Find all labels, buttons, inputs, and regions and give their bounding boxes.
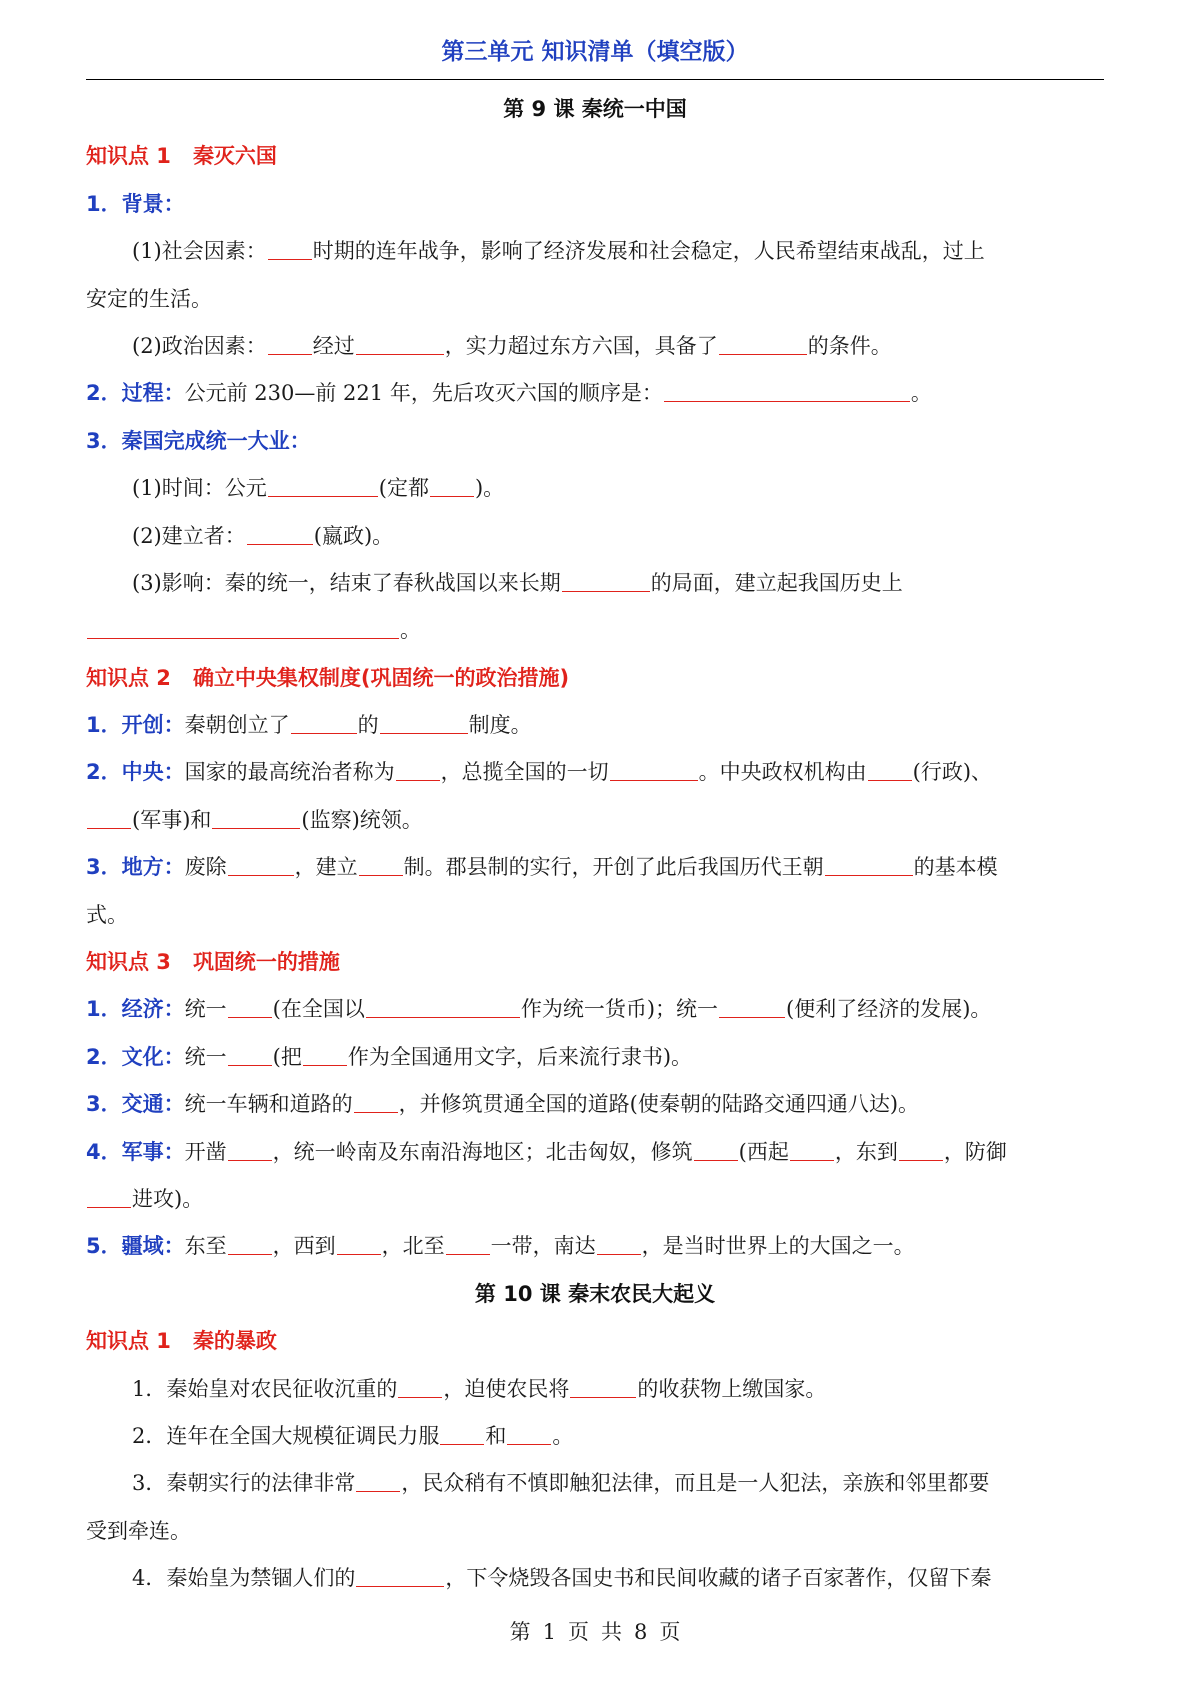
text-line bbox=[86, 323, 1104, 370]
text: 东至 bbox=[184, 1234, 227, 1259]
text: (西起 bbox=[738, 1139, 789, 1164]
text: 公元前 230—前 221 年，先后攻灭六国的顺序是： bbox=[184, 381, 663, 406]
text: (把 bbox=[272, 1044, 302, 1069]
text: ，东到 bbox=[834, 1139, 898, 1164]
fill-blank[interactable] bbox=[268, 334, 312, 355]
fill-blank[interactable] bbox=[440, 1424, 484, 1445]
fill-blank[interactable] bbox=[247, 524, 313, 545]
footer-text: 共 bbox=[601, 1620, 622, 1644]
text: (便利了经济的发展)。 bbox=[786, 997, 992, 1022]
item-label: 2．过程： bbox=[86, 381, 185, 406]
text-line bbox=[86, 1555, 1104, 1602]
text: 秦朝创立了 bbox=[184, 713, 290, 738]
text: 统一车辆和道路的 bbox=[184, 1092, 353, 1117]
text-line bbox=[86, 797, 1104, 844]
text: ，西到 bbox=[272, 1234, 336, 1259]
text-line bbox=[86, 607, 1104, 654]
text: 。 bbox=[552, 1423, 574, 1448]
text-line bbox=[86, 1413, 1104, 1460]
text: 统一 bbox=[184, 1044, 227, 1069]
kp-number: 知识点 1 bbox=[86, 144, 171, 169]
item-label: 4．军事： bbox=[86, 1139, 185, 1164]
text-line bbox=[86, 1366, 1104, 1413]
fill-blank[interactable] bbox=[291, 713, 357, 734]
document-body bbox=[86, 86, 1104, 1603]
text: ，总揽全国的一切 bbox=[440, 760, 609, 785]
fill-blank[interactable] bbox=[268, 476, 378, 497]
text: (3)影响：秦的统一，结束了春秋战国以来长期 bbox=[132, 570, 561, 595]
text: 制度。 bbox=[468, 713, 532, 738]
item-label: 1．经济： bbox=[86, 997, 185, 1022]
item-label: 1．开创： bbox=[86, 713, 185, 738]
knowledge-point-heading bbox=[86, 655, 1104, 702]
fill-blank[interactable] bbox=[359, 855, 403, 876]
fill-blank[interactable] bbox=[446, 1234, 490, 1255]
text: ，并修筑贯通全国的道路(使秦朝的陆路交通四通八达)。 bbox=[398, 1092, 920, 1117]
text-line bbox=[86, 1034, 1104, 1081]
page-total: 8 bbox=[634, 1620, 648, 1644]
text: ，迫使农民将 bbox=[443, 1376, 570, 1401]
text: 4．秦始皇为禁锢人们的 bbox=[132, 1566, 356, 1591]
text: 作为统一货币)；统一 bbox=[520, 997, 719, 1022]
fill-blank[interactable] bbox=[356, 1566, 444, 1587]
fill-blank[interactable] bbox=[719, 334, 807, 355]
fill-blank[interactable] bbox=[228, 1234, 272, 1255]
section-heading: 3．秦国完成统一大业： bbox=[86, 428, 311, 453]
fill-blank[interactable] bbox=[507, 1424, 551, 1445]
fill-blank[interactable] bbox=[664, 381, 910, 402]
fill-blank[interactable] bbox=[228, 997, 272, 1018]
kp-name: 秦的暴政 bbox=[192, 1329, 277, 1354]
text: 开凿 bbox=[184, 1139, 227, 1164]
footer-text: 第 bbox=[509, 1620, 531, 1644]
text: 。 bbox=[400, 618, 421, 643]
fill-blank[interactable] bbox=[868, 760, 912, 781]
text: 的收获物上缴国家。 bbox=[637, 1376, 827, 1401]
text: ，建立 bbox=[294, 855, 358, 880]
knowledge-point-heading bbox=[86, 939, 1104, 986]
fill-blank[interactable] bbox=[87, 618, 399, 639]
text: 的基本模 bbox=[913, 855, 998, 880]
text: ，实力超过东方六国，具备了 bbox=[444, 333, 718, 358]
item-label: 2．中央： bbox=[86, 760, 185, 785]
text: 和 bbox=[485, 1423, 507, 1448]
text-line bbox=[86, 560, 1104, 607]
text: (监察)统领。 bbox=[301, 807, 423, 832]
item-label: 5．疆域： bbox=[86, 1234, 185, 1259]
page-number: 1 bbox=[542, 1620, 556, 1644]
fill-blank[interactable] bbox=[694, 1140, 738, 1161]
text: (2)政治因素： bbox=[132, 333, 267, 358]
fill-blank[interactable] bbox=[430, 476, 474, 497]
kp-number: 知识点 2 bbox=[86, 665, 171, 690]
fill-blank[interactable] bbox=[380, 713, 468, 734]
fill-blank[interactable] bbox=[228, 1045, 272, 1066]
fill-blank[interactable] bbox=[570, 1377, 636, 1398]
text: 的局面，建立起我国历史上 bbox=[650, 570, 903, 595]
text: )。 bbox=[474, 476, 505, 501]
text: ，北至 bbox=[381, 1234, 445, 1259]
text: 国家的最高统治者称为 bbox=[184, 760, 395, 785]
text: 经过 bbox=[312, 333, 355, 358]
footer-text: 页 bbox=[659, 1620, 681, 1644]
text: ，民众稍有不慎即触犯法律，而且是一人犯法，亲族和邻里都要 bbox=[401, 1471, 990, 1496]
text-line bbox=[86, 228, 1104, 275]
fill-blank[interactable] bbox=[337, 1234, 381, 1255]
text: ，是当时世界上的大国之一。 bbox=[641, 1234, 915, 1259]
section-heading: 1．背景： bbox=[86, 191, 185, 216]
text: 制。郡县制的实行，开创了此后我国历代王朝 bbox=[403, 855, 824, 880]
text: ，统一岭南及东南沿海地区；北击匈奴，修筑 bbox=[272, 1139, 693, 1164]
fill-blank[interactable] bbox=[562, 571, 650, 592]
fill-blank[interactable] bbox=[398, 1377, 442, 1398]
text: 统一 bbox=[184, 997, 227, 1022]
fill-blank[interactable] bbox=[87, 808, 131, 829]
fill-blank[interactable] bbox=[212, 808, 300, 829]
text-line bbox=[86, 1223, 1104, 1270]
text: 的条件。 bbox=[807, 333, 892, 358]
text: 2．连年在全国大规模征调民力服 bbox=[132, 1423, 440, 1448]
footer-text: 页 bbox=[568, 1620, 589, 1644]
text-line bbox=[86, 844, 1104, 891]
text: 1．秦始皇对农民征收沉重的 bbox=[132, 1376, 398, 1401]
item-label: 2．文化： bbox=[86, 1044, 185, 1069]
text-line bbox=[86, 1081, 1104, 1128]
text: (军事)和 bbox=[132, 807, 212, 832]
fill-blank[interactable] bbox=[610, 760, 698, 781]
fill-blank[interactable] bbox=[396, 760, 440, 781]
lesson-9-title: 第 9 课 秦统一中国 bbox=[503, 97, 687, 121]
fill-blank[interactable] bbox=[228, 855, 294, 876]
text-line bbox=[86, 986, 1104, 1033]
kp-number: 知识点 3 bbox=[86, 950, 171, 975]
fill-blank[interactable] bbox=[899, 1140, 943, 1161]
fill-blank[interactable] bbox=[228, 1140, 272, 1161]
item-label: 3．地方： bbox=[86, 855, 185, 880]
text: (定都 bbox=[378, 476, 429, 501]
text-line: 式。 bbox=[86, 902, 128, 927]
text-line bbox=[86, 370, 1104, 417]
fill-blank[interactable] bbox=[597, 1234, 641, 1255]
text-line bbox=[86, 702, 1104, 749]
text: ，下令烧毁各国史书和民间收藏的诸子百家著作，仅留下秦 bbox=[445, 1566, 992, 1591]
text-line bbox=[86, 1176, 1104, 1223]
fill-blank[interactable] bbox=[87, 1187, 131, 1208]
knowledge-point-heading bbox=[86, 133, 1104, 180]
text: 一带，南达 bbox=[490, 1234, 596, 1259]
text: (在全国以 bbox=[272, 997, 365, 1022]
item-label: 3．交通： bbox=[86, 1092, 185, 1117]
fill-blank[interactable] bbox=[366, 997, 520, 1018]
fill-blank[interactable] bbox=[354, 1092, 398, 1113]
fill-blank[interactable] bbox=[303, 1045, 347, 1066]
text: 。中央政权机构由 bbox=[698, 760, 867, 785]
text: 时期的连年战争，影响了经济发展和社会稳定，人民希望结束战乱，过上 bbox=[312, 239, 985, 264]
fill-blank[interactable] bbox=[356, 1471, 400, 1492]
kp-name: 秦灭六国 bbox=[192, 144, 277, 169]
fill-blank[interactable] bbox=[268, 239, 312, 260]
text: (行政)、 bbox=[912, 760, 993, 785]
text: (1)社会因素： bbox=[132, 239, 267, 264]
header-divider bbox=[86, 79, 1104, 80]
kp-number: 知识点 1 bbox=[86, 1329, 171, 1354]
knowledge-point-heading bbox=[86, 1318, 1104, 1365]
fill-blank[interactable] bbox=[719, 997, 785, 1018]
text: ，防御 bbox=[943, 1139, 1007, 1164]
fill-blank[interactable] bbox=[356, 334, 444, 355]
text-line bbox=[86, 749, 1104, 796]
text: 作为全国通用文字，后来流行隶书)。 bbox=[347, 1044, 693, 1069]
document-header-title: 第三单元 知识清单（填空版） bbox=[441, 39, 749, 65]
page-footer bbox=[0, 1616, 1190, 1646]
text-line: 受到牵连。 bbox=[86, 1518, 191, 1543]
text: 的 bbox=[357, 713, 379, 738]
text: 3．秦朝实行的法律非常 bbox=[132, 1471, 356, 1496]
text: 。 bbox=[910, 381, 932, 406]
text: (1)时间：公元 bbox=[132, 476, 267, 501]
text-line bbox=[86, 1129, 1104, 1176]
text-line bbox=[86, 465, 1104, 512]
text-line bbox=[86, 1460, 1104, 1507]
text: 废除 bbox=[184, 855, 227, 880]
text-line bbox=[86, 513, 1104, 560]
text-line: 安定的生活。 bbox=[86, 286, 212, 311]
kp-name: 巩固统一的措施 bbox=[192, 950, 340, 975]
fill-blank[interactable] bbox=[825, 855, 913, 876]
fill-blank[interactable] bbox=[790, 1140, 834, 1161]
lesson-10-title: 第 10 课 秦末农民大起义 bbox=[474, 1281, 716, 1306]
text: 进攻)。 bbox=[132, 1186, 204, 1211]
kp-name: 确立中央集权制度(巩固统一的政治措施) bbox=[192, 665, 570, 690]
text: (2)建立者： bbox=[132, 523, 246, 548]
text: (嬴政)。 bbox=[313, 523, 394, 548]
